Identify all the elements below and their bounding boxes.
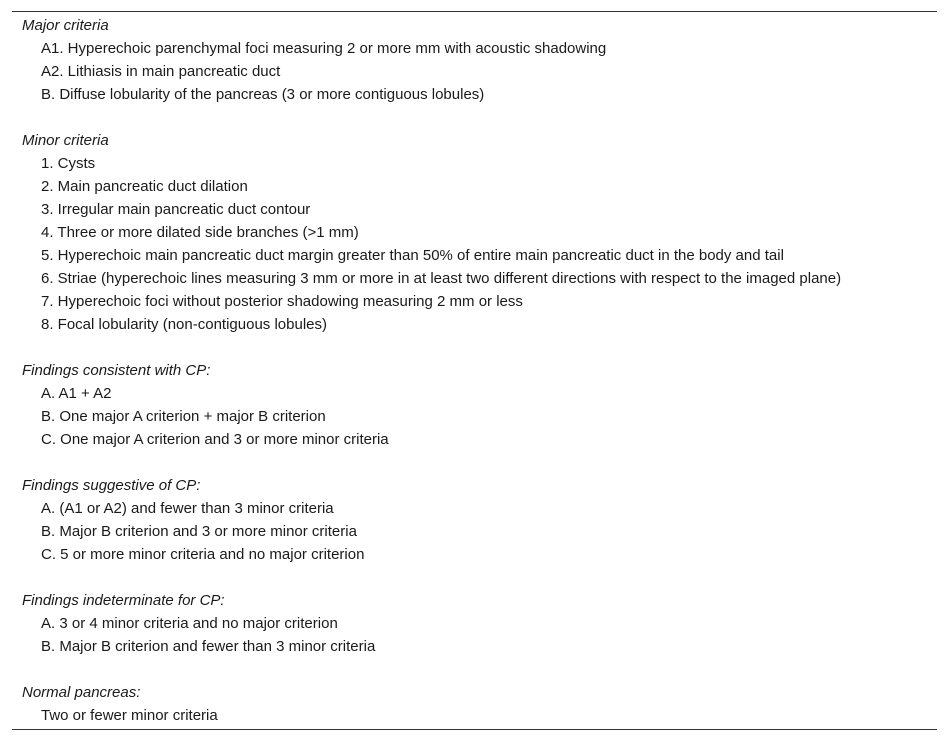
section-heading-normal-pancreas: Normal pancreas: [22, 684, 141, 701]
criterion-item: C. 5 or more minor criteria and no major criterion [41, 546, 365, 563]
criteria-content [22, 14, 937, 727]
criteria-table [12, 11, 937, 730]
criterion-item: 1. Cysts [41, 155, 96, 172]
criterion-item: B. Major B criterion and fewer than 3 minor criteria [41, 638, 376, 655]
criterion-item: B. One major A criterion + major B criterion [41, 408, 326, 425]
criterion-item: 5. Hyperechoic main pancreatic duct margin greater than 50% of entire main pancreatic duct in the body and tail [41, 247, 784, 264]
section-heading-consistent-cp: Findings consistent with CP: [22, 362, 211, 379]
criterion-item: C. One major A criterion and 3 or more minor criteria [41, 431, 389, 448]
section-heading-suggestive-cp: Findings suggestive of CP: [22, 477, 201, 494]
section-heading-minor-criteria: Minor criteria [22, 132, 109, 149]
criterion-item: A. (A1 or A2) and fewer than 3 minor criteria [41, 500, 334, 517]
criterion-item: B. Major B criterion and 3 or more minor criteria [41, 523, 357, 540]
criterion-item: 8. Focal lobularity (non-contiguous lobules) [41, 316, 327, 333]
criterion-item: A2. Lithiasis in main pancreatic duct [41, 63, 281, 80]
section-spacer [22, 658, 937, 681]
criterion-item: A. A1 + A2 [41, 385, 112, 402]
criterion-item: 2. Main pancreatic duct dilation [41, 178, 248, 195]
section-heading-major-criteria: Major criteria [22, 17, 109, 34]
section-spacer [22, 106, 937, 129]
section-heading-indeterminate-cp: Findings indeterminate for CP: [22, 592, 225, 609]
section-spacer [22, 336, 937, 359]
criterion-item: 6. Striae (hyperechoic lines measuring 3 mm or more in at least two different directions with respect to the imaged plane) [41, 270, 842, 287]
criterion-item: Two or fewer minor criteria [41, 707, 218, 724]
section-spacer [22, 451, 937, 474]
criterion-item: 4. Three or more dilated side branches (>1 mm) [41, 224, 359, 241]
section-spacer [22, 566, 937, 589]
criterion-item: A. 3 or 4 minor criteria and no major criterion [41, 615, 338, 632]
criterion-item: B. Diffuse lobularity of the pancreas (3 or more contiguous lobules) [41, 86, 485, 103]
criterion-item: 3. Irregular main pancreatic duct contour [41, 201, 311, 218]
criterion-item: 7. Hyperechoic foci without posterior shadowing measuring 2 mm or less [41, 293, 523, 310]
criterion-item: A1. Hyperechoic parenchymal foci measuring 2 or more mm with acoustic shadowing [41, 40, 607, 57]
